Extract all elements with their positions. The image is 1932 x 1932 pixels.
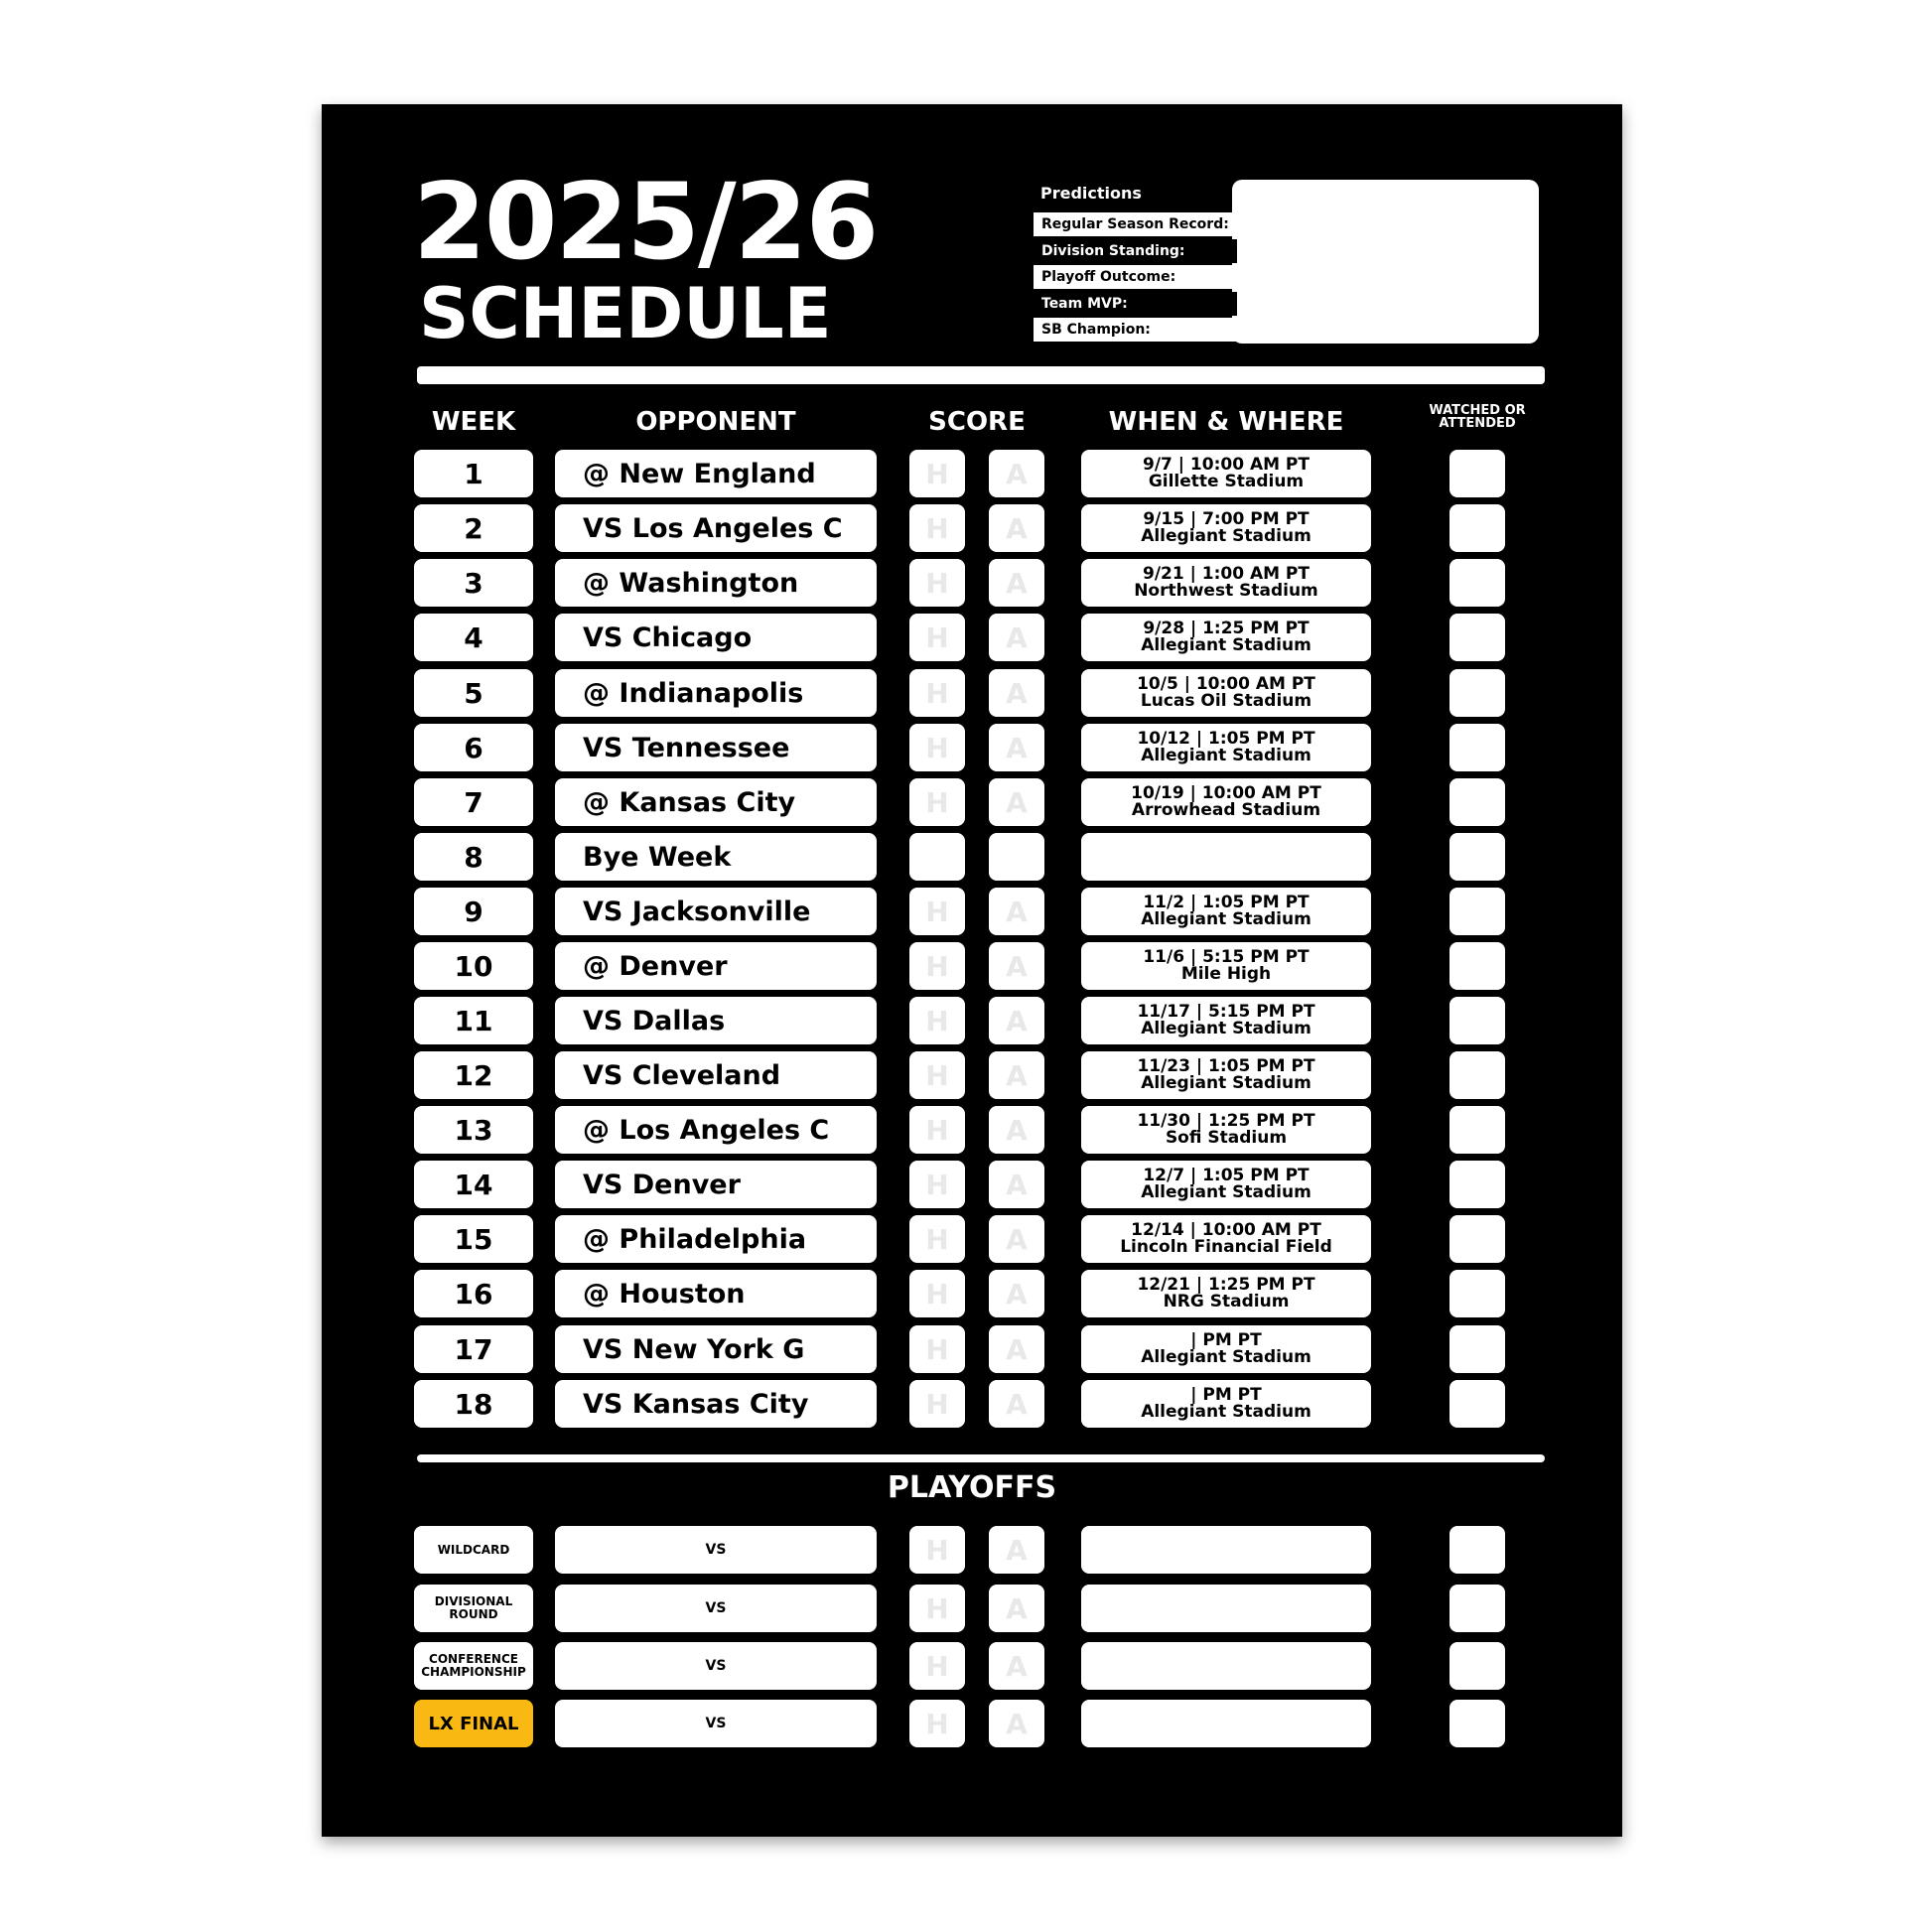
game-datetime: 12/7 | 1:05 PM PT (1143, 1166, 1310, 1185)
game-datetime: 10/12 | 1:05 PM PT (1137, 729, 1315, 749)
when-where-box (1081, 504, 1371, 552)
playoff-round-label (414, 1585, 533, 1632)
watched-checkbox[interactable] (1449, 669, 1505, 717)
opponent-name: VS Tennessee (555, 724, 877, 771)
prediction-division-standing: Division Standing: (1034, 239, 1237, 263)
watched-checkbox[interactable] (1449, 1642, 1505, 1690)
week-number: 9 (414, 888, 533, 935)
game-datetime: 9/7 | 10:00 AM PT (1143, 455, 1310, 475)
when-where-box (1081, 888, 1371, 935)
watched-checkbox[interactable] (1449, 1161, 1505, 1208)
playoff-round-line1: CONFERENCE (429, 1652, 518, 1666)
game-datetime: 11/23 | 1:05 PM PT (1137, 1056, 1315, 1076)
watched-checkbox[interactable] (1449, 942, 1505, 990)
when-where-box[interactable] (1081, 1526, 1371, 1574)
score-home-box[interactable] (909, 833, 965, 881)
game-venue: Allegiant Stadium (1141, 635, 1311, 655)
watched-checkbox[interactable] (1449, 1215, 1505, 1263)
score-away-box[interactable]: A (989, 724, 1044, 771)
when-where-box (1081, 1161, 1371, 1208)
score-home-box[interactable]: H (909, 669, 965, 717)
playoff-round-label (414, 1642, 533, 1690)
week-number: 4 (414, 614, 533, 661)
playoff-matchup[interactable]: VS (555, 1526, 877, 1574)
playoff-round-line1: WILDCARD (437, 1542, 510, 1557)
playoffs-divider (417, 1454, 1545, 1462)
score-home-box[interactable]: H (909, 888, 965, 935)
score-away-box[interactable]: A (989, 778, 1044, 826)
score-home-box[interactable]: H (909, 1700, 965, 1747)
game-venue: Sofi Stadium (1165, 1128, 1288, 1148)
game-venue: Lucas Oil Stadium (1140, 691, 1312, 711)
game-datetime: 12/14 | 10:00 AM PT (1131, 1220, 1321, 1240)
week-number: 8 (414, 833, 533, 881)
opponent-name: VS Cleveland (555, 1051, 877, 1099)
schedule-title: SCHEDULE (419, 273, 832, 354)
when-where-box (1081, 614, 1371, 661)
game-venue: Allegiant Stadium (1141, 526, 1311, 546)
game-datetime: 11/6 | 5:15 PM PT (1143, 947, 1310, 967)
score-away-box[interactable]: A (989, 1215, 1044, 1263)
playoff-round-line2: CHAMPIONSHIP (421, 1665, 526, 1679)
game-datetime: 11/2 | 1:05 PM PT (1143, 893, 1310, 912)
week-number: 18 (414, 1380, 533, 1428)
game-venue: Arrowhead Stadium (1131, 800, 1321, 820)
predictions-box (1232, 180, 1539, 344)
score-home-box[interactable]: H (909, 1215, 965, 1263)
game-venue: Lincoln Financial Field (1120, 1237, 1332, 1257)
game-venue: Mile High (1180, 964, 1272, 984)
score-away-box[interactable]: A (989, 1700, 1044, 1747)
week-number: 12 (414, 1051, 533, 1099)
col-when-where: WHEN & WHERE (1108, 407, 1344, 437)
when-where-box (1081, 778, 1371, 826)
when-where-box (1081, 1106, 1371, 1154)
when-where-box[interactable] (1081, 1585, 1371, 1632)
score-home-box[interactable]: H (909, 1051, 965, 1099)
score-home-box[interactable]: H (909, 1585, 965, 1632)
playoff-matchup[interactable]: VS (555, 1642, 877, 1690)
prediction-playoff-outcome: Playoff Outcome: (1034, 265, 1237, 289)
opponent-name: @ New England (555, 450, 877, 497)
col-week: WEEK (431, 407, 516, 437)
col-watched: WATCHED OR ATTENDED (1429, 403, 1526, 431)
game-datetime: 10/5 | 10:00 AM PT (1137, 674, 1315, 694)
score-away-box[interactable] (989, 833, 1044, 881)
game-venue: Allegiant Stadium (1141, 746, 1311, 765)
score-home-box[interactable]: H (909, 504, 965, 552)
watched-checkbox[interactable] (1449, 559, 1505, 607)
week-number: 10 (414, 942, 533, 990)
opponent-name: VS Jacksonville (555, 888, 877, 935)
score-away-box[interactable]: A (989, 504, 1044, 552)
col-opponent: OPPONENT (635, 407, 796, 437)
game-datetime: 9/28 | 1:25 PM PT (1143, 619, 1310, 638)
when-where-box (1081, 669, 1371, 717)
score-away-box[interactable]: A (989, 614, 1044, 661)
score-away-box[interactable]: A (989, 559, 1044, 607)
opponent-name: @ Philadelphia (555, 1215, 877, 1263)
watched-checkbox[interactable] (1449, 833, 1505, 881)
score-away-box[interactable]: A (989, 1585, 1044, 1632)
when-where-box (1081, 997, 1371, 1044)
score-home-box[interactable]: H (909, 1380, 965, 1428)
watched-checkbox[interactable] (1449, 997, 1505, 1044)
playoff-matchup[interactable]: VS (555, 1700, 877, 1747)
game-datetime: | PM PT (1190, 1330, 1262, 1350)
when-where-box (1081, 1270, 1371, 1317)
watched-checkbox[interactable] (1449, 504, 1505, 552)
playoff-matchup[interactable]: VS (555, 1585, 877, 1632)
opponent-name: @ Kansas City (555, 778, 877, 826)
game-venue: Gillette Stadium (1148, 472, 1305, 491)
game-datetime: 11/30 | 1:25 PM PT (1137, 1111, 1315, 1131)
score-away-box[interactable]: A (989, 942, 1044, 990)
game-datetime: 12/21 | 1:25 PM PT (1137, 1275, 1315, 1295)
score-home-box[interactable]: H (909, 559, 965, 607)
score-home-box[interactable]: H (909, 450, 965, 497)
score-home-box[interactable]: H (909, 1106, 965, 1154)
week-number: 5 (414, 669, 533, 717)
game-venue: Northwest Stadium (1134, 581, 1318, 601)
watched-checkbox[interactable] (1449, 450, 1505, 497)
game-venue: NRG Stadium (1163, 1292, 1290, 1311)
opponent-name: VS Chicago (555, 614, 877, 661)
prediction-team-mvp: Team MVP: (1034, 292, 1237, 316)
week-number: 2 (414, 504, 533, 552)
opponent-name: @ Washington (555, 559, 877, 607)
score-home-box[interactable]: H (909, 1526, 965, 1574)
when-where-box[interactable] (1081, 1700, 1371, 1747)
week-number: 6 (414, 724, 533, 771)
score-away-box[interactable]: A (989, 1270, 1044, 1317)
watched-checkbox[interactable] (1449, 1526, 1505, 1574)
score-away-box[interactable]: A (989, 669, 1044, 717)
score-away-box[interactable]: A (989, 1526, 1044, 1574)
opponent-name: VS Dallas (555, 997, 877, 1044)
season-year: 2025/26 (413, 161, 878, 283)
prediction-regular-season-record: Regular Season Record: (1034, 212, 1237, 236)
week-number: 16 (414, 1270, 533, 1317)
score-away-box[interactable]: A (989, 1380, 1044, 1428)
opponent-name: @ Indianapolis (555, 669, 877, 717)
opponent-name: VS Denver (555, 1161, 877, 1208)
header-divider (417, 366, 1545, 384)
score-home-box[interactable]: H (909, 997, 965, 1044)
week-number: 17 (414, 1325, 533, 1373)
when-where-box (1081, 450, 1371, 497)
score-home-box[interactable]: H (909, 614, 965, 661)
playoff-round-label (414, 1700, 533, 1747)
week-number: 7 (414, 778, 533, 826)
playoffs-title: PLAYOFFS (887, 1470, 1057, 1505)
opponent-name: Bye Week (555, 833, 877, 881)
game-venue: Allegiant Stadium (1141, 1347, 1311, 1367)
opponent-name: VS New York G (555, 1325, 877, 1373)
watched-checkbox[interactable] (1449, 1106, 1505, 1154)
score-away-box[interactable]: A (989, 1642, 1044, 1690)
opponent-name: @ Denver (555, 942, 877, 990)
game-venue: Allegiant Stadium (1141, 909, 1311, 929)
when-where-box (1081, 942, 1371, 990)
playoff-round-line2: ROUND (449, 1607, 498, 1621)
when-where-box (1081, 724, 1371, 771)
week-number: 11 (414, 997, 533, 1044)
opponent-name: @ Houston (555, 1270, 877, 1317)
watched-checkbox[interactable] (1449, 778, 1505, 826)
week-number: 13 (414, 1106, 533, 1154)
playoff-round-label (414, 1526, 533, 1574)
score-away-box[interactable]: A (989, 1106, 1044, 1154)
watched-checkbox[interactable] (1449, 1325, 1505, 1373)
watched-checkbox[interactable] (1449, 1585, 1505, 1632)
score-home-box[interactable]: H (909, 724, 965, 771)
playoff-round-line1: DIVISIONAL (434, 1594, 513, 1608)
when-where-box (1081, 1051, 1371, 1099)
game-datetime: 9/21 | 1:00 AM PT (1143, 564, 1310, 584)
opponent-name: VS Kansas City (555, 1380, 877, 1428)
when-where-box (1081, 1380, 1371, 1428)
watched-checkbox[interactable] (1449, 614, 1505, 661)
game-venue: Allegiant Stadium (1141, 1019, 1311, 1038)
opponent-name: VS Los Angeles C (555, 504, 877, 552)
score-away-box[interactable]: A (989, 450, 1044, 497)
game-datetime: 10/19 | 10:00 AM PT (1131, 783, 1321, 803)
when-where-box (1081, 559, 1371, 607)
predictions-heading: Predictions (1040, 184, 1142, 203)
score-away-box[interactable]: A (989, 997, 1044, 1044)
game-datetime: 11/17 | 5:15 PM PT (1137, 1002, 1315, 1022)
when-where-box (1081, 1325, 1371, 1373)
game-venue: Allegiant Stadium (1141, 1073, 1311, 1093)
game-venue: Allegiant Stadium (1141, 1402, 1311, 1422)
watched-checkbox[interactable] (1449, 1051, 1505, 1099)
watched-checkbox[interactable] (1449, 1380, 1505, 1428)
watched-checkbox[interactable] (1449, 724, 1505, 771)
when-where-box[interactable] (1081, 1642, 1371, 1690)
when-where-box (1081, 1215, 1371, 1263)
week-number: 3 (414, 559, 533, 607)
week-number: 15 (414, 1215, 533, 1263)
score-away-box[interactable]: A (989, 1051, 1044, 1099)
watched-checkbox[interactable] (1449, 1270, 1505, 1317)
when-where-box (1081, 833, 1371, 881)
score-away-box[interactable]: A (989, 1161, 1044, 1208)
game-datetime: | PM PT (1190, 1385, 1262, 1405)
score-home-box[interactable]: H (909, 1642, 965, 1690)
week-number: 1 (414, 450, 533, 497)
schedule-poster (322, 104, 1622, 1837)
playoff-round-line1: LX FINAL (428, 1713, 519, 1734)
prediction-sb-champion: SB Champion: (1034, 318, 1237, 342)
watched-checkbox[interactable] (1449, 888, 1505, 935)
score-away-box[interactable]: A (989, 1325, 1044, 1373)
score-home-box[interactable]: H (909, 778, 965, 826)
game-datetime: 9/15 | 7:00 PM PT (1143, 509, 1310, 529)
col-score: SCORE (928, 407, 1026, 437)
game-venue: Allegiant Stadium (1141, 1182, 1311, 1202)
opponent-name: @ Los Angeles C (555, 1106, 877, 1154)
score-home-box[interactable]: H (909, 1325, 965, 1373)
score-away-box[interactable]: A (989, 888, 1044, 935)
watched-checkbox[interactable] (1449, 1700, 1505, 1747)
score-home-box[interactable]: H (909, 1270, 965, 1317)
score-home-box[interactable]: H (909, 942, 965, 990)
week-number: 14 (414, 1161, 533, 1208)
score-home-box[interactable]: H (909, 1161, 965, 1208)
